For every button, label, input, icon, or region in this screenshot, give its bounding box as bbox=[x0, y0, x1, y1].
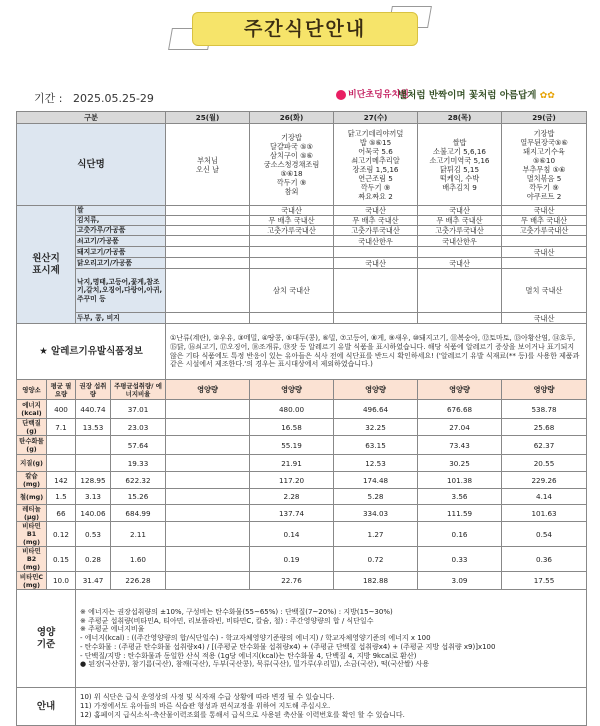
table-row bbox=[17, 419, 587, 436]
text-line: 떡케익, 수박 bbox=[439, 173, 480, 183]
origin-value bbox=[166, 206, 250, 216]
text-line: - 단백질/지방 : 탄수화물과 동일한 산식 적용 (1g당 에너지(kcal)는 탄수화물 4, 단백질 4, 지방 9kcal로 환산) bbox=[80, 651, 417, 660]
nutrient-day-value bbox=[166, 572, 250, 590]
school-name: 비단초딩유치원 bbox=[348, 90, 409, 100]
menu-cell bbox=[334, 124, 418, 206]
menu-cell bbox=[502, 124, 587, 206]
nutrient-need: 142 bbox=[47, 472, 76, 489]
origin-value bbox=[418, 269, 502, 313]
text-line: 깍두기 ⑨ bbox=[360, 182, 391, 192]
title-banner bbox=[170, 6, 430, 50]
nutrient-day-value bbox=[166, 522, 250, 547]
nutrient-need: 0.15 bbox=[47, 547, 76, 572]
text-line: 연근조림 5 bbox=[358, 173, 393, 183]
slogan bbox=[398, 87, 555, 101]
origin-value: 국내산 bbox=[334, 258, 418, 269]
origin-value: 국내산 bbox=[334, 206, 418, 216]
nutrient-day-value: 63.15 bbox=[334, 436, 418, 455]
nutrition-day-header: 영양량 bbox=[250, 380, 334, 400]
nutrient-day-value: 3.56 bbox=[418, 489, 502, 505]
nutrient-avg: 226.28 bbox=[111, 572, 166, 590]
nutrient-need: 0.12 bbox=[47, 522, 76, 547]
origin-value bbox=[250, 247, 334, 258]
origin-value: 무 배추 국내산 bbox=[502, 216, 587, 226]
menu-table bbox=[16, 111, 587, 726]
nutrient-day-value bbox=[166, 547, 250, 572]
nutrient-rec bbox=[76, 436, 111, 455]
table-row bbox=[17, 547, 587, 572]
origin-value: 고춧가루국내산 bbox=[334, 226, 418, 236]
text-line: 10) 위 식단은 급식 운영상의 사정 및 식자재 수급 상황에 따라 변경 될 수 있습니다. bbox=[80, 693, 335, 702]
origin-value bbox=[166, 236, 250, 247]
text-line: 깍두기 ⑨ bbox=[276, 178, 307, 187]
nutrient-day-value: 17.55 bbox=[502, 572, 587, 590]
nutrition-col-header: 주평균섭취량/ 에너지비율 bbox=[111, 380, 166, 400]
table-row bbox=[17, 688, 587, 726]
origin-value bbox=[166, 247, 250, 258]
nutrient-rec: 31.47 bbox=[76, 572, 111, 590]
origin-value: 국내산 bbox=[418, 258, 502, 269]
origin-item: 낙지,명태,고등어,꽃게,참조기,갈치,오징어,다랑어,아귀,주꾸미 등 bbox=[76, 269, 166, 313]
origin-value: 무 배추 국내산 bbox=[418, 216, 502, 226]
nutrient-day-value: 174.48 bbox=[334, 472, 418, 489]
origin-value bbox=[502, 236, 587, 247]
nutrient-day-value: 5.28 bbox=[334, 489, 418, 505]
text-line: 짜요짜요 2 bbox=[358, 191, 393, 201]
nutrient-day-value: 2.28 bbox=[250, 489, 334, 505]
nutrient-day-value: 32.25 bbox=[334, 419, 418, 436]
origin-label-line: 표시제 bbox=[32, 264, 60, 276]
nutrient-day-value bbox=[166, 455, 250, 472]
origin-value bbox=[166, 313, 250, 324]
text-line: - 에너지(kcal) : ((주간영양량의 합/식단일수) - 학교자체영양기준량의 에너지) / 학교자체영양기준의 에너지 x 100 bbox=[80, 634, 431, 643]
table-row bbox=[17, 216, 587, 226]
table-row bbox=[17, 472, 587, 489]
text-line: 돼지고기수육 bbox=[523, 146, 565, 156]
nutrient-day-value: 12.53 bbox=[334, 455, 418, 472]
origin-value: 고춧가루국내산 bbox=[250, 226, 334, 236]
origin-value bbox=[166, 216, 250, 226]
nutrient-avg: 15.26 bbox=[111, 489, 166, 505]
table-row bbox=[17, 324, 587, 380]
origin-value bbox=[250, 313, 334, 324]
origin-value: 국내산 bbox=[502, 206, 587, 216]
table-row bbox=[17, 590, 587, 688]
nutrient-name: 레티놀(μg) bbox=[17, 505, 47, 522]
nutrient-day-value: 21.91 bbox=[250, 455, 334, 472]
origin-item: 돼지고기/가공품 bbox=[76, 247, 166, 258]
nutrient-day-value bbox=[166, 400, 250, 419]
nutrition-day-header: 영양량 bbox=[334, 380, 418, 400]
text-line: 깍두기 ⑨ bbox=[529, 182, 559, 192]
origin-value: 멸치 국내산 bbox=[502, 269, 587, 313]
nutrient-day-value: 0.72 bbox=[334, 547, 418, 572]
table-row bbox=[17, 380, 587, 400]
nutrient-name: 비타민B1 (mg) bbox=[17, 522, 47, 547]
origin-value: 무 배추 국내산 bbox=[250, 216, 334, 226]
nutrient-day-value: 480.00 bbox=[250, 400, 334, 419]
table-row bbox=[17, 206, 587, 216]
text-line: 쌀밥 bbox=[452, 137, 467, 147]
text-line: 부추무침 ⑤⑥ bbox=[522, 164, 566, 174]
origin-item: 쌀 bbox=[76, 206, 166, 216]
nutrient-day-value: 3.09 bbox=[418, 572, 502, 590]
nutrient-day-value: 27.04 bbox=[418, 419, 502, 436]
table-row bbox=[17, 236, 587, 247]
text-line: 오신 날 bbox=[195, 164, 220, 174]
header-gubun: 구분 bbox=[17, 112, 166, 124]
nutrient-day-value: 62.37 bbox=[502, 436, 587, 455]
origin-label-line: 원산지 bbox=[32, 252, 60, 264]
nutrient-rec: 3.13 bbox=[76, 489, 111, 505]
text-line: ※ 에너지는 권장섭취량의 ±10%, 구성비는 탄수화물(55~65%) : 단백질(7~20%) : 지방(15~30%) bbox=[80, 607, 393, 616]
text-line: 닭고기데리야끼덮 bbox=[347, 128, 404, 138]
table-row bbox=[17, 124, 587, 206]
nutrient-need: 7.1 bbox=[47, 419, 76, 436]
text-line: 달걀파국 ⑤⑤ bbox=[270, 142, 313, 151]
origin-value bbox=[334, 313, 418, 324]
origin-value: 무 배추 국내산 bbox=[334, 216, 418, 226]
text-line: ⑤⑥10 bbox=[532, 155, 556, 165]
nutrient-day-value: 0.54 bbox=[502, 522, 587, 547]
text-line: - 탄수화물 : (주평균 탄수화물 섭취량x4) / [(주평균 탄수화물 섭취량x4) + (주평균 단백질 섭취량x4) + (주평균 지방 섭취량 x9)]x100 bbox=[80, 642, 496, 651]
header-day: 25(월) bbox=[166, 112, 250, 124]
table-row bbox=[17, 313, 587, 324]
nutrient-avg: 23.03 bbox=[111, 419, 166, 436]
nutrient-need: 66 bbox=[47, 505, 76, 522]
slogan-text: 별처럼 반짝이며 꽃처럼 아름답게 bbox=[398, 90, 537, 101]
table-row bbox=[17, 269, 587, 313]
period-value: 2025.05.25-29 bbox=[72, 92, 154, 105]
menu-label: 식단명 bbox=[17, 124, 166, 206]
header-day: 28(목) bbox=[418, 112, 502, 124]
table-row bbox=[17, 226, 587, 236]
nutrient-rec: 128.95 bbox=[76, 472, 111, 489]
text-line: 궁소스청경채조림 bbox=[263, 160, 320, 169]
nutrient-name: 비타민C (mg) bbox=[17, 572, 47, 590]
text-line: 장조림 1,5,16 bbox=[352, 164, 399, 174]
nutrient-day-value: 111.59 bbox=[418, 505, 502, 522]
origin-value bbox=[166, 226, 250, 236]
nutrient-day-value bbox=[166, 505, 250, 522]
nutrient-day-value: 0.36 bbox=[502, 547, 587, 572]
text-line: 삼치구이 ⑤⑥ bbox=[270, 151, 313, 160]
nutrient-day-value: 25.68 bbox=[502, 419, 587, 436]
nutrient-day-value bbox=[166, 489, 250, 505]
table-row bbox=[17, 112, 587, 124]
nutrient-avg: 19.33 bbox=[111, 455, 166, 472]
origin-item: 두부, 콩, 비지 bbox=[76, 313, 166, 324]
origin-label bbox=[17, 206, 76, 324]
origin-value bbox=[166, 269, 250, 313]
nutrient-day-value bbox=[166, 436, 250, 455]
nutrient-day-value: 334.03 bbox=[334, 505, 418, 522]
origin-value bbox=[502, 258, 587, 269]
standard-label-line: 영양 bbox=[36, 626, 56, 638]
header-day: 26(화) bbox=[250, 112, 334, 124]
period bbox=[34, 90, 154, 106]
nutrient-day-value: 73.43 bbox=[418, 436, 502, 455]
origin-value bbox=[334, 269, 418, 313]
origin-value: 국내산한우 bbox=[418, 236, 502, 247]
origin-value bbox=[166, 258, 250, 269]
text-line: 열무된장국⑤⑥ bbox=[520, 137, 568, 147]
header-day: 27(수) bbox=[334, 112, 418, 124]
origin-value bbox=[250, 236, 334, 247]
nutrient-rec: 440.74 bbox=[76, 400, 111, 419]
text-line: 어묵국 5.6 bbox=[358, 146, 393, 156]
nutrient-day-value: 538.78 bbox=[502, 400, 587, 419]
nutrient-day-value: 16.58 bbox=[250, 419, 334, 436]
text-line: ※ 주평균 에너지비율 bbox=[80, 625, 145, 634]
notice-label: 안내 bbox=[17, 688, 76, 726]
page-title: 주간식단안내 bbox=[243, 18, 367, 40]
nutrient-rec: 13.53 bbox=[76, 419, 111, 436]
nutrient-need: 400 bbox=[47, 400, 76, 419]
nutrient-name: 철(mg) bbox=[17, 489, 47, 505]
nutrient-name: 비타민B2 (mg) bbox=[17, 547, 47, 572]
nutrient-need: 1.5 bbox=[47, 489, 76, 505]
text-line: 배추김치 9 bbox=[442, 182, 477, 192]
table-row bbox=[17, 400, 587, 419]
nutrient-day-value: 0.16 bbox=[418, 522, 502, 547]
nutrient-avg: 622.32 bbox=[111, 472, 166, 489]
text-line: 부처님 bbox=[197, 155, 218, 165]
text-line: 12) 홈페이지 급식소식-축산물이력조회를 통해서 급식으로 사용된 축산물 이력번호를 확인 할 수 있습니다. bbox=[80, 710, 405, 719]
nutrient-day-value: 496.64 bbox=[334, 400, 418, 419]
table-row bbox=[17, 258, 587, 269]
origin-value: 고춧가루국내산 bbox=[418, 226, 502, 236]
nutrient-day-value: 0.33 bbox=[418, 547, 502, 572]
allergy-label: ★ 알레르기유발식품정보 bbox=[17, 324, 166, 380]
text-line: 소고기미역국 5,16 bbox=[429, 155, 490, 165]
text-line: 11) 가정에서도 유아들의 바른 식습관 형성과 편식교정을 위하여 지도해 주십시오. bbox=[80, 702, 331, 711]
nutrient-rec: 0.28 bbox=[76, 547, 111, 572]
text-line: 참외 bbox=[284, 187, 299, 196]
standard-label-line: 기준 bbox=[36, 638, 56, 650]
nutrient-day-value: 117.20 bbox=[250, 472, 334, 489]
origin-value bbox=[250, 258, 334, 269]
nutrient-day-value: 137.74 bbox=[250, 505, 334, 522]
nutrient-need bbox=[47, 455, 76, 472]
nutrient-name: 지질(g) bbox=[17, 455, 47, 472]
text-line: ⑤⑥18 bbox=[280, 169, 303, 178]
nutrition-col-header: 평균 필요량 bbox=[47, 380, 76, 400]
table-row bbox=[17, 436, 587, 455]
standard-label bbox=[17, 590, 76, 688]
nutrient-day-value: 30.25 bbox=[418, 455, 502, 472]
origin-item: 김치류, bbox=[76, 216, 166, 226]
nutrient-avg: 1.60 bbox=[111, 547, 166, 572]
table-row bbox=[17, 522, 587, 547]
origin-value: 국내산 bbox=[418, 206, 502, 216]
nutrition-col-header: 권장 섭취량 bbox=[76, 380, 111, 400]
origin-item: 쇠고기/가공품 bbox=[76, 236, 166, 247]
origin-value bbox=[334, 247, 418, 258]
nutrient-day-value: 229.26 bbox=[502, 472, 587, 489]
text-line: 닭튀김 5,15 bbox=[439, 164, 480, 174]
origin-value: 고춧가루국내산 bbox=[502, 226, 587, 236]
origin-item: 닭오리고기/가공품 bbox=[76, 258, 166, 269]
nutrient-avg: 684.99 bbox=[111, 505, 166, 522]
origin-value: 국내산 bbox=[502, 247, 587, 258]
menu-cell bbox=[418, 124, 502, 206]
nutrient-day-value bbox=[166, 419, 250, 436]
nutrient-name: 단백질(g) bbox=[17, 419, 47, 436]
nutrient-day-value: 55.19 bbox=[250, 436, 334, 455]
table-row bbox=[17, 247, 587, 258]
nutrient-need bbox=[47, 436, 76, 455]
menu-cell bbox=[250, 124, 334, 206]
header-day: 29(금) bbox=[502, 112, 587, 124]
text-line: 기장밥 bbox=[281, 133, 302, 142]
standard-notes bbox=[76, 590, 587, 688]
nutrient-avg: 37.01 bbox=[111, 400, 166, 419]
nutrient-rec bbox=[76, 455, 111, 472]
origin-value: 국내산 bbox=[250, 206, 334, 216]
nutrient-day-value: 182.88 bbox=[334, 572, 418, 590]
table-row bbox=[17, 572, 587, 590]
origin-value bbox=[418, 313, 502, 324]
nutrient-day-value: 101.38 bbox=[418, 472, 502, 489]
nutrient-name: 탄수화물 (g) bbox=[17, 436, 47, 455]
text-line: 기장밥 bbox=[533, 128, 555, 138]
text-line: 소불고기 5,6,16 bbox=[433, 146, 486, 156]
notice-lines bbox=[76, 688, 587, 726]
origin-value: 국내산 bbox=[502, 313, 587, 324]
school-logo-icon bbox=[336, 90, 346, 100]
period-label: 기간 : bbox=[34, 92, 63, 105]
text-line: 쇠고기메추리알 bbox=[351, 155, 400, 165]
nutrient-day-value: 20.55 bbox=[502, 455, 587, 472]
allergy-info: ①난류(계란), ②우유, ③메밀, ④땅콩, ⑤대두(콩), ⑥밀, ⑦고등어, ⑧게, ⑨새우, ⑩돼지고기, ⑪복숭아, ⑫토마토, ⑬아황산염, ⑭호두, ⑮닭, ⑯쇠고기, ⑰오징어, ⑱조개류, ⑲잣 등 알레르기 유발 식품을 표시하였습니다. 해당 식품에 알레르기 증상을 보이거나 표기되지 않은 기타 식품에도 특정 반응이 있는 유아들은 식사 전에 식단표를 반드시 확인하세요! ('알레르기 유발 식재료(** 등)를 사용한 제품과 같은 시설에서 제조한다.'의 경우는 표시대상에서 제외하였습니다.) bbox=[166, 324, 587, 380]
nutrient-day-value: 0.14 bbox=[250, 522, 334, 547]
menu-cell bbox=[166, 124, 250, 206]
origin-value: 삼치 국내산 bbox=[250, 269, 334, 313]
table-row bbox=[17, 505, 587, 522]
origin-value: 국내산한우 bbox=[334, 236, 418, 247]
nutrient-name: 칼슘(mg) bbox=[17, 472, 47, 489]
flower-icon: ✿✿ bbox=[539, 91, 555, 101]
table-row bbox=[17, 455, 587, 472]
origin-value bbox=[418, 247, 502, 258]
nutrient-day-value bbox=[166, 472, 250, 489]
nutrient-rec: 140.06 bbox=[76, 505, 111, 522]
table-row bbox=[17, 489, 587, 505]
origin-item: 고춧가루/가공품 bbox=[76, 226, 166, 236]
nutrient-avg: 2.11 bbox=[111, 522, 166, 547]
text-line: 멸치볶음 5 bbox=[526, 173, 562, 183]
nutrient-day-value: 4.14 bbox=[502, 489, 587, 505]
text-line: 야쿠르트 2 bbox=[526, 191, 562, 201]
nutrient-avg: 57.64 bbox=[111, 436, 166, 455]
text-line: 밥 ⑤⑥15 bbox=[359, 137, 392, 147]
nutrient-name: 에너지 (kcal) bbox=[17, 400, 47, 419]
nutrition-day-header: 영양량 bbox=[166, 380, 250, 400]
text-line: ※ 주평균 섭취량(비타민A, 티아민, 리보플라빈, 비타민C, 칼슘, 철) : 주간영양량의 합 / 식단일수 bbox=[80, 616, 374, 625]
nutrition-day-header: 영양량 bbox=[502, 380, 587, 400]
nutrient-rec: 0.53 bbox=[76, 522, 111, 547]
nutrient-day-value: 676.68 bbox=[418, 400, 502, 419]
nutrient-day-value: 1.27 bbox=[334, 522, 418, 547]
text-line: ● 된장(국산콩), 참기름(국산), 참깨(국산), 두부(국산콩), 묵류(국산), 밀가루(우리밀), 소금(국산), 떡(국산쌀) 사용 bbox=[80, 660, 430, 669]
nutrient-day-value: 22.76 bbox=[250, 572, 334, 590]
nutrient-day-value: 101.63 bbox=[502, 505, 587, 522]
nutrition-col-header: 영양소 bbox=[17, 380, 47, 400]
nutrient-day-value: 0.19 bbox=[250, 547, 334, 572]
nutrient-need: 10.0 bbox=[47, 572, 76, 590]
nutrition-day-header: 영양량 bbox=[418, 380, 502, 400]
